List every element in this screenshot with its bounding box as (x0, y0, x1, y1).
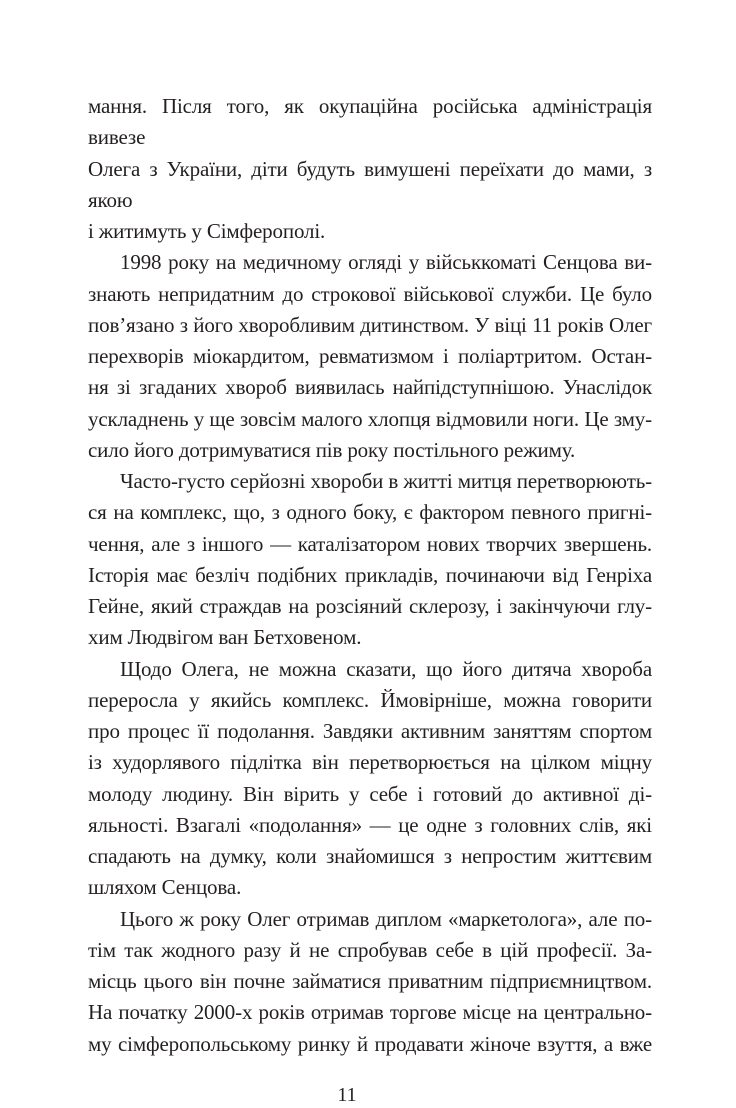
page-number (88, 1082, 652, 1108)
page-content (88, 91, 652, 1108)
body-text (88, 91, 652, 1060)
text-line: Цього ж року Олег отримав диплом «маркетолога», але по- (120, 906, 652, 931)
text-line: із худорлявого підлітка він перетворюється на цілком міцну (88, 750, 652, 775)
text-line: ускладнень у ще зовсім малого хлопця відмовили ноги. Це зму- (88, 406, 652, 431)
paragraph (88, 247, 652, 466)
paragraph (88, 466, 652, 654)
text-line: Олега з України, діти будуть вимушені переїхати до мами, з якою (88, 156, 652, 212)
paragraph (88, 91, 652, 247)
text-line: ня зі згаданих хвороб виявилась найпідступнішою. Унаслідок (88, 375, 652, 400)
text-line: спадають на думку, коли знайомишся з непростим життєвим (88, 844, 652, 868)
paragraph (88, 904, 652, 1060)
text-line: яльності. Взагалі «подолання» — це одне з головних слів, які (88, 812, 652, 837)
text-line: шляхом Сенцова. (88, 875, 242, 900)
text-line: місць цього він почне займатися приватним підприємництвом. (88, 969, 652, 993)
text-line: молоду людину. Він вірить у себе і готовий до активної ді- (88, 781, 652, 806)
text-line: Історія має безліч подібних прикладів, починаючи від Генріха (88, 562, 652, 587)
text-line: сило його дотримуватися пів року постільного режиму. (88, 437, 576, 462)
text-line: Часто-густо серйозні хвороби в житті митця перетворюють- (120, 469, 652, 493)
text-line: хим Людвігом ван Бетховеном. (88, 625, 362, 650)
text-line: переросла у якийсь комплекс. Ймовірніше, можна говорити (88, 687, 652, 712)
text-line: му сімферопольському ринку й продавати жіноче взуття, а вже (88, 1031, 652, 1056)
text-line: пов’язано з його хворобливим дитинством. У віці 11 років Олег (88, 312, 652, 337)
text-line: Гейне, який страждав на розсіяний склерозу, і закінчуючи глу- (88, 594, 652, 618)
text-line: ся на комплекс, що, з одного боку, є фактором певного пригні- (88, 500, 652, 525)
text-line: Щодо Олега, не можна сказати, що його дитяча хвороба (120, 656, 652, 681)
text-line: чення, але з іншого — каталізатором нових творчих звершень. (88, 531, 652, 556)
text-line: перехворів міокардитом, ревматизмом і поліартритом. Остан- (88, 344, 652, 368)
paragraph (88, 654, 652, 904)
text-line: 1998 року на медичному огляді у військкоматі Сенцова ви- (120, 250, 652, 275)
page-number-text: 11 (337, 1083, 357, 1106)
text-line: і житимуть у Сімферополі. (88, 219, 326, 243)
text-line: тім так жодного разу й не спробував себе в цій професії. За- (88, 937, 652, 962)
text-line: про процес її подолання. Завдяки активним заняттям спортом (88, 719, 652, 743)
text-line: мання. Після того, як окупаційна російська адміністрація вивезе (88, 94, 652, 150)
text-line: знають непридатним до строкової військової служби. Це було (88, 281, 652, 306)
text-line: На початку 2000-х років отримав торгове місце на центрально- (88, 1000, 652, 1025)
